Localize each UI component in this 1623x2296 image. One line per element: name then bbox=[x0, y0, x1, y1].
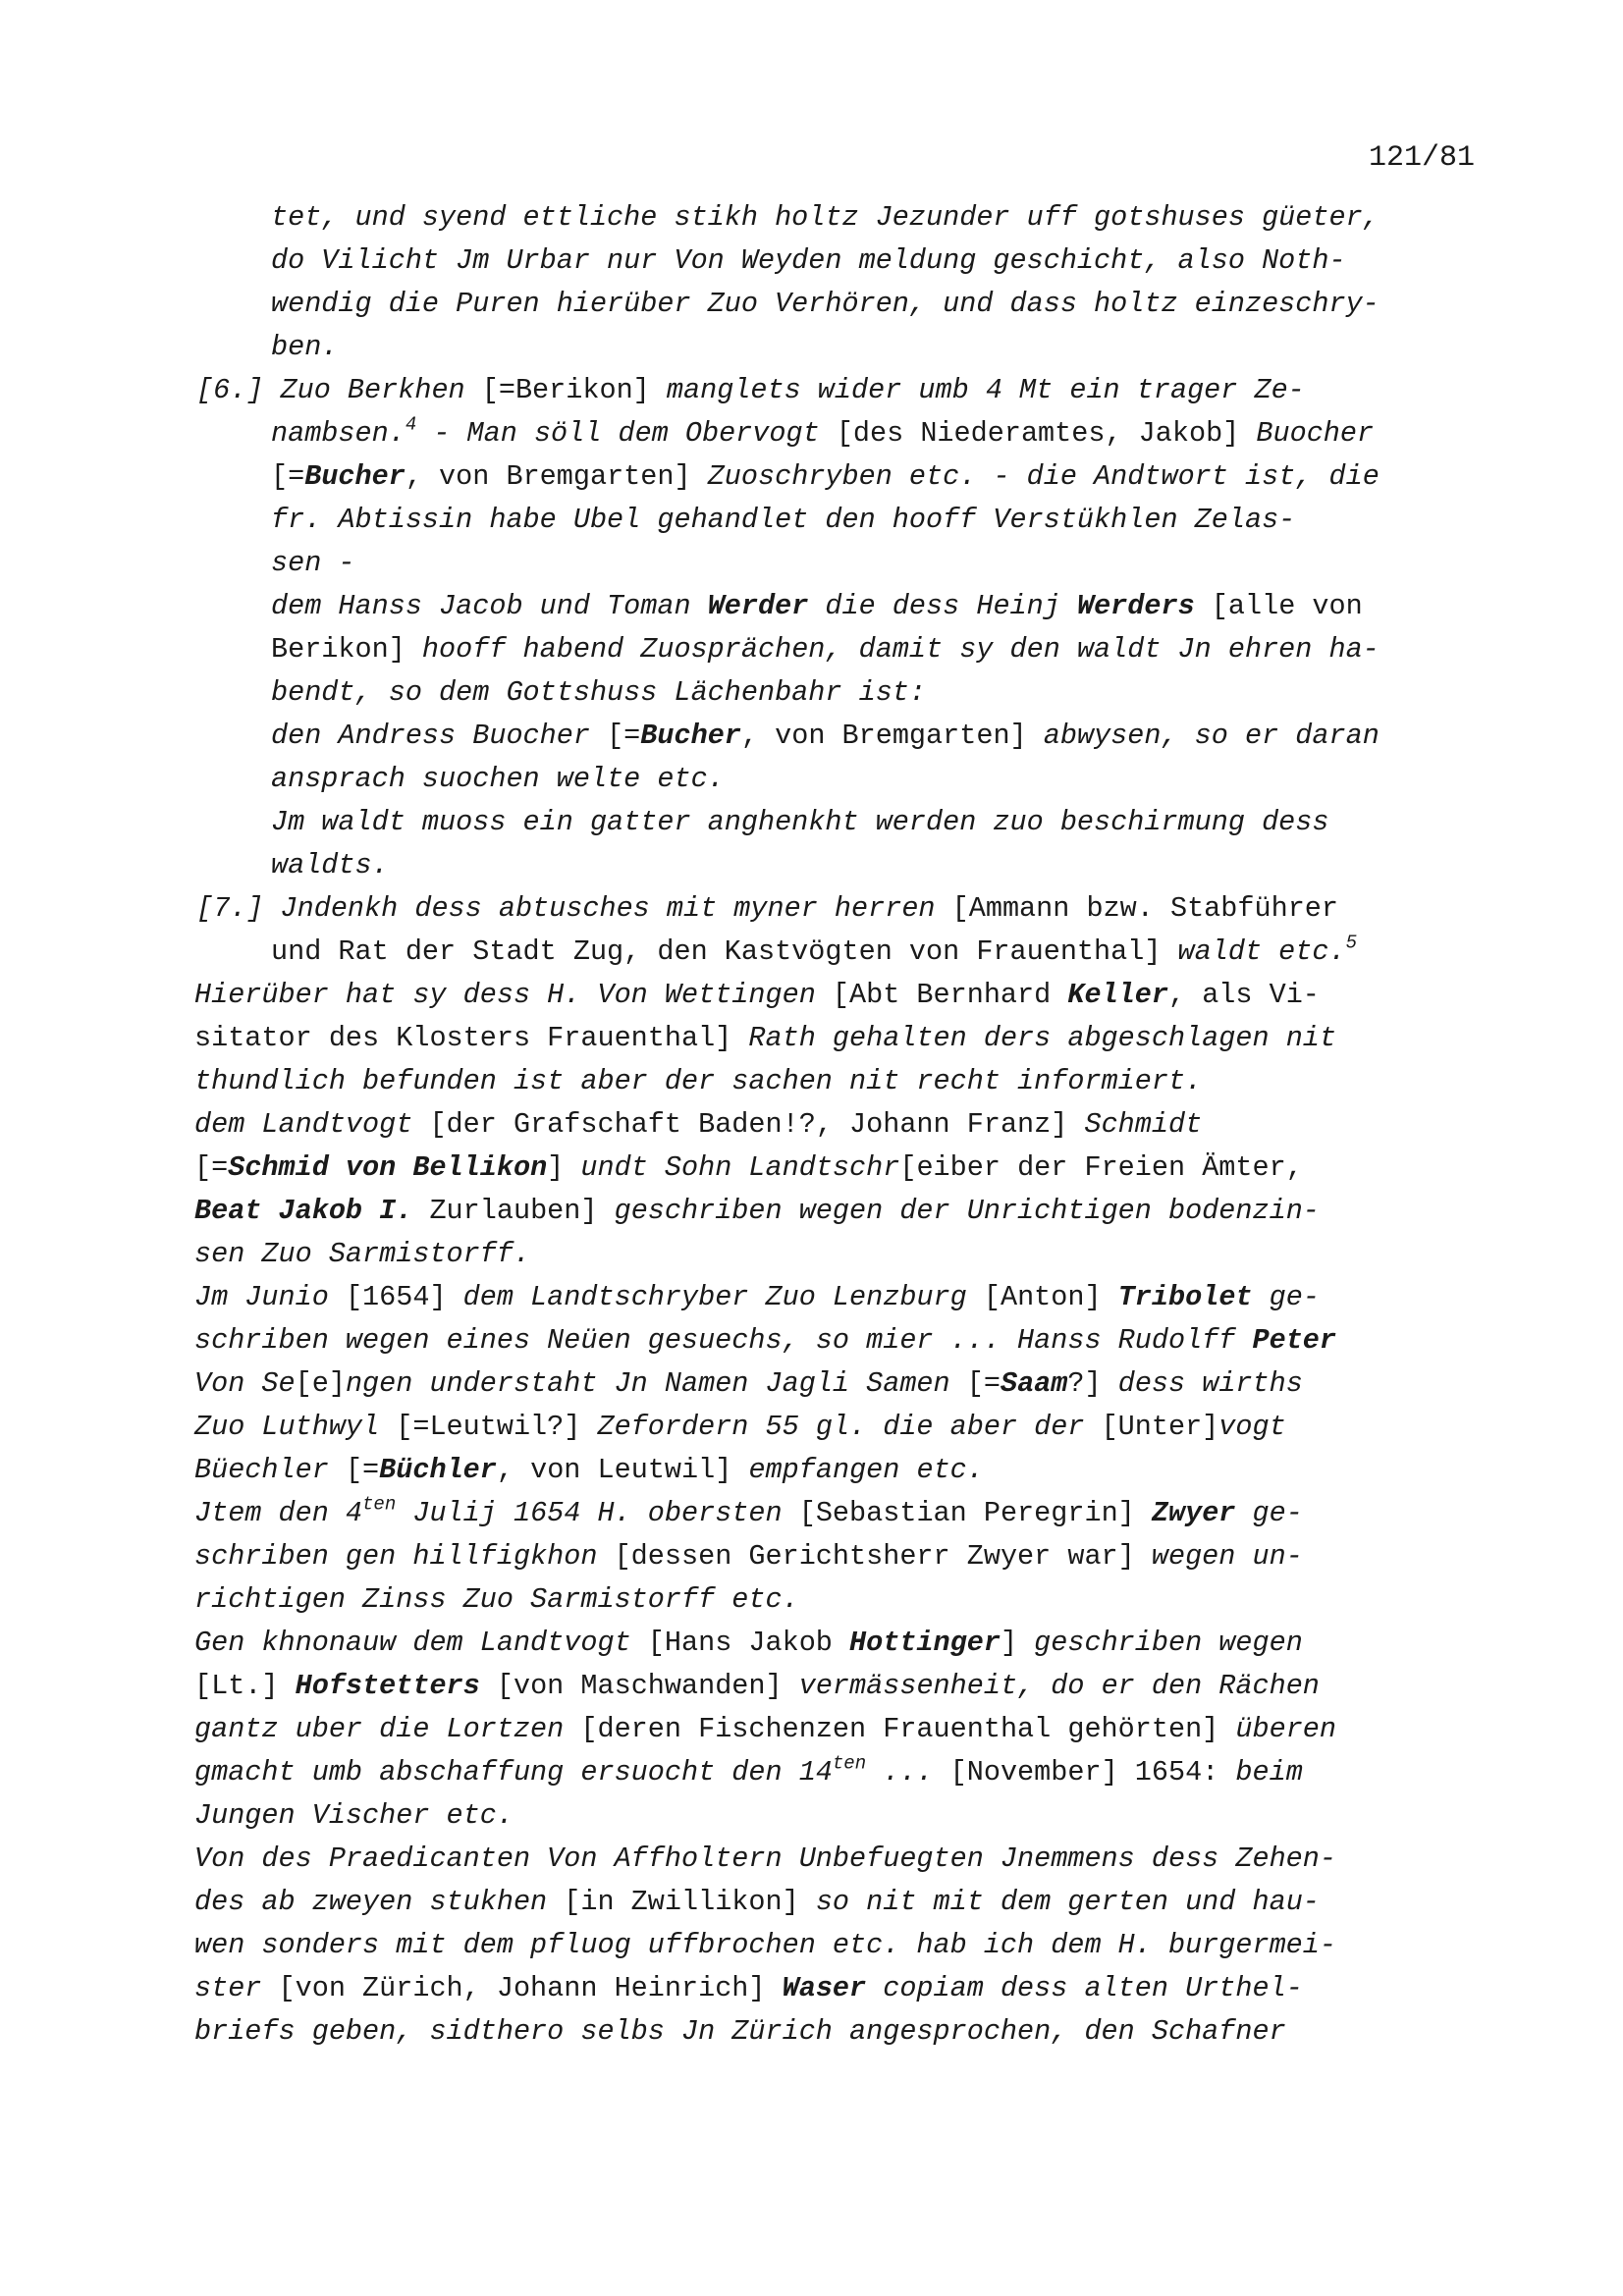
text-line bbox=[234, 931, 1500, 974]
text-segment: copiam dess alten Urthel- bbox=[866, 1972, 1303, 2004]
text-line bbox=[194, 1190, 1500, 1233]
text-line bbox=[194, 1319, 1500, 1362]
text-line bbox=[234, 844, 1500, 887]
text-segment: sen - bbox=[271, 547, 355, 579]
text-segment: Von Se bbox=[194, 1367, 296, 1400]
text-segment: Buocher bbox=[1239, 417, 1375, 450]
bold-name: Beat Jakob I. bbox=[194, 1195, 413, 1227]
bold-name: Schmid von Bellikon bbox=[228, 1151, 548, 1184]
editorial-note: Berikon] bbox=[271, 633, 406, 666]
text-line bbox=[194, 1535, 1500, 1578]
text-line bbox=[194, 1017, 1500, 1060]
text-segment: Jm Junio bbox=[194, 1281, 346, 1313]
text-segment: ngen understaht Jn Namen Jagli Samen bbox=[345, 1367, 967, 1400]
text-segment: thundlich befunden ist aber der sachen nit recht informiert. bbox=[194, 1065, 1203, 1097]
text-line bbox=[234, 499, 1500, 542]
text-segment: Von des Praedicanten Von Affholtern Unbefuegten Jnemmens dess Zehen- bbox=[194, 1842, 1336, 1875]
text-line bbox=[234, 585, 1500, 628]
text-segment: wendig die Puren hierüber Zuo Verhören, und dass holtz einzeschry- bbox=[271, 288, 1380, 320]
text-line bbox=[194, 1708, 1500, 1751]
text-line bbox=[194, 1233, 1500, 1276]
text-line bbox=[234, 758, 1500, 801]
text-segment: tet, und syend ettliche stikh holtz Jezunder uff gotshuses güeter, bbox=[271, 201, 1380, 234]
text-segment: hooff habend Zuosprächen, damit sy den waldt Jn ehren ha- bbox=[405, 633, 1380, 666]
text-line bbox=[194, 1406, 1500, 1449]
text-segment: sen Zuo Sarmistorff. bbox=[194, 1238, 531, 1270]
text-line bbox=[194, 2010, 1500, 2054]
text-segment: wegen un- bbox=[1134, 1540, 1303, 1573]
text-segment: nambsen. bbox=[271, 417, 406, 450]
editorial-note: [Lt.] bbox=[194, 1670, 279, 1702]
text-line bbox=[194, 1276, 1500, 1319]
text-segment: ben. bbox=[271, 331, 339, 363]
text-segment: beim bbox=[1218, 1756, 1303, 1789]
bold-name: Zwyer bbox=[1151, 1497, 1236, 1529]
text-line bbox=[234, 283, 1500, 326]
text-segment: schriben wegen eines Neüen gesuechs, so mier ... Hanss Rudolff bbox=[194, 1324, 1253, 1357]
text-segment: richtigen Zinss Zuo Sarmistorff etc. bbox=[194, 1583, 799, 1616]
editorial-note: [=Berikon] bbox=[481, 374, 650, 406]
text-segment bbox=[1135, 1497, 1152, 1529]
bold-name: Tribolet bbox=[1117, 1281, 1253, 1313]
text-line bbox=[234, 240, 1500, 283]
text-segment: Zefordern 55 gl. die aber der bbox=[580, 1411, 1102, 1443]
text-line bbox=[194, 1147, 1500, 1190]
text-segment: Julij 1654 H. obersten bbox=[396, 1497, 799, 1529]
text-segment: geschriben wegen der Unrichtigen bodenzin- bbox=[597, 1195, 1320, 1227]
editorial-note: [Sebastian Peregrin] bbox=[798, 1497, 1135, 1529]
text-segment: dem Hanss Jacob und Toman bbox=[271, 590, 708, 622]
text-segment: Jungen Vischer etc. bbox=[194, 1799, 514, 1832]
text-segment: so nit mit dem gerten und hau- bbox=[798, 1886, 1320, 1918]
footnote-marker: ten bbox=[832, 1752, 867, 1775]
text-segment: ansprach suochen welte etc. bbox=[271, 763, 725, 795]
text-segment: waldt etc. bbox=[1161, 935, 1346, 968]
text-segment: gmacht umb abschaffung ersuocht den 14 bbox=[194, 1756, 833, 1789]
text-segment: manglets wider umb 4 Mt ein trager Ze- bbox=[649, 374, 1305, 406]
bold-name: Büchler bbox=[379, 1454, 497, 1486]
bold-name: Werder bbox=[707, 590, 809, 622]
text-segment: wen sonders mit dem pfluog uffbrochen etc. hab ich dem H. burgermei- bbox=[194, 1929, 1336, 1961]
footnote-marker: 5 bbox=[1345, 932, 1357, 954]
page-number: 121/81 bbox=[1368, 141, 1475, 175]
text-segment: überen bbox=[1218, 1713, 1337, 1745]
text-line bbox=[194, 1060, 1500, 1103]
editorial-note: [von Maschwanden] bbox=[479, 1670, 783, 1702]
editorial-note: , als Vi- bbox=[1167, 979, 1320, 1011]
editorial-note: , von Bremgarten] bbox=[740, 720, 1027, 752]
text-segment: schriben gen hillfigkhon bbox=[194, 1540, 615, 1573]
text-segment: geschriben wegen bbox=[1017, 1627, 1303, 1659]
bold-name: Keller bbox=[1067, 979, 1168, 1011]
text-segment: Zuoschryben etc. - die Andtwort ist, die bbox=[690, 460, 1380, 493]
editorial-note: [des Niederamtes, Jakob] bbox=[836, 417, 1240, 450]
text-line bbox=[194, 1838, 1500, 1881]
text-segment: dem Landtvogt bbox=[194, 1108, 430, 1141]
text-line bbox=[194, 974, 1500, 1017]
text-segment bbox=[279, 1670, 296, 1702]
editorial-note: [= bbox=[966, 1367, 1001, 1400]
text-line bbox=[234, 412, 1500, 455]
bold-name: Hofstetters bbox=[295, 1670, 480, 1702]
editorial-note: [= bbox=[345, 1454, 380, 1486]
bold-name: Bucher bbox=[640, 720, 741, 752]
editorial-note: [Ammann bzw. Stabführer bbox=[951, 892, 1339, 925]
footnote-marker: 4 bbox=[405, 413, 417, 436]
text-segment: Schmidt bbox=[1067, 1108, 1203, 1141]
text-line bbox=[194, 1751, 1500, 1794]
editorial-note: [deren Fischenzen Frauenthal gehörten] bbox=[580, 1713, 1219, 1745]
text-segment: Jtem den 4 bbox=[194, 1497, 363, 1529]
text-line bbox=[234, 455, 1500, 499]
text-line bbox=[194, 1967, 1500, 2010]
text-line bbox=[194, 1924, 1500, 1967]
text-line bbox=[234, 715, 1500, 758]
editorial-note: [eiber der Freien Ämter, bbox=[899, 1151, 1303, 1184]
text-segment: [7.] Jndenkh dess abtusches mit myner herren bbox=[196, 892, 952, 925]
text-line bbox=[234, 196, 1500, 240]
text-segment: vogt bbox=[1218, 1411, 1286, 1443]
text-segment: do Vilicht Jm Urbar nur Von Weyden meldung geschicht, also Noth- bbox=[271, 244, 1346, 277]
text-line bbox=[234, 671, 1500, 715]
text-segment: ge- bbox=[1235, 1497, 1303, 1529]
text-segment: Gen khnonauw dem Landtvogt bbox=[194, 1627, 648, 1659]
text-line bbox=[194, 1492, 1500, 1535]
bold-name: Saam bbox=[1000, 1367, 1068, 1400]
text-line bbox=[194, 1362, 1500, 1406]
text-segment: ster bbox=[194, 1972, 279, 2004]
text-line bbox=[234, 542, 1500, 585]
text-line bbox=[234, 628, 1500, 671]
text-line bbox=[196, 887, 1500, 931]
bold-name: Hottinger bbox=[849, 1627, 1001, 1659]
footnote-marker: ten bbox=[362, 1493, 397, 1516]
text-segment: bendt, so dem Gottshuss Lächenbahr ist: bbox=[271, 676, 927, 709]
editorial-note: , von Leutwil] bbox=[496, 1454, 732, 1486]
text-segment: den Andress Buocher bbox=[271, 720, 608, 752]
text-line bbox=[234, 326, 1500, 369]
text-segment: Jm waldt muoss ein gatter anghenkht werden zuo beschirmung dess bbox=[271, 806, 1329, 838]
text-segment: waldts. bbox=[271, 849, 389, 881]
editorial-note: [der Grafschaft Baden!?, Johann Franz] bbox=[429, 1108, 1068, 1141]
editorial-note: Zurlauben] bbox=[412, 1195, 598, 1227]
text-line bbox=[194, 1103, 1500, 1147]
editorial-note: [= bbox=[194, 1151, 229, 1184]
editorial-note: und Rat der Stadt Zug, den Kastvögten von Frauenthal] bbox=[271, 935, 1162, 968]
text-segment: empfangen etc. bbox=[731, 1454, 984, 1486]
text-line bbox=[194, 1794, 1500, 1838]
editorial-note: [von Zürich, Johann Heinrich] bbox=[278, 1972, 766, 2004]
text-segment: Hierüber hat sy dess H. Von Wettingen bbox=[194, 979, 833, 1011]
text-line bbox=[194, 1449, 1500, 1492]
text-line bbox=[234, 801, 1500, 844]
editorial-note: [= bbox=[607, 720, 641, 752]
editorial-note: [Anton] bbox=[983, 1281, 1102, 1313]
editorial-note: , von Bremgarten] bbox=[405, 460, 691, 493]
editorial-note: [Unter] bbox=[1101, 1411, 1219, 1443]
editorial-note: [= bbox=[271, 460, 305, 493]
editorial-note: sitator des Klosters Frauenthal] bbox=[194, 1022, 732, 1054]
editorial-note: [e] bbox=[295, 1367, 346, 1400]
editorial-note: [November] 1654: bbox=[949, 1756, 1219, 1789]
editorial-note: [=Leutwil?] bbox=[396, 1411, 581, 1443]
text-segment: die dess Heinj bbox=[808, 590, 1077, 622]
bold-name: Bucher bbox=[304, 460, 406, 493]
text-segment: [6.] Zuo Berkhen bbox=[196, 374, 482, 406]
bold-name: Werders bbox=[1076, 590, 1195, 622]
text-segment: briefs geben, sidthero selbs Jn Zürich angesprochen, den Schafner bbox=[194, 2015, 1286, 2048]
text-line bbox=[194, 1578, 1500, 1622]
editorial-note: [Hans Jakob bbox=[647, 1627, 850, 1659]
text-line bbox=[196, 369, 1500, 412]
bold-name: Peter bbox=[1252, 1324, 1336, 1357]
editorial-note: ] bbox=[1000, 1627, 1018, 1659]
editorial-note: [in Zwillikon] bbox=[564, 1886, 799, 1918]
editorial-note: [alle von bbox=[1194, 590, 1363, 622]
text-segment: des ab zweyen stukhen bbox=[194, 1886, 565, 1918]
text-line bbox=[194, 1622, 1500, 1665]
text-segment: Rath gehalten ders abgeschlagen nit bbox=[731, 1022, 1336, 1054]
document-body bbox=[194, 196, 1500, 2054]
text-line bbox=[194, 1881, 1500, 1924]
text-segment: dem Landtschryber Zuo Lenzburg bbox=[446, 1281, 984, 1313]
text-segment: abwysen, so er daran bbox=[1026, 720, 1380, 752]
text-segment: undt Sohn Landtschr bbox=[564, 1151, 900, 1184]
text-segment: - Man söll dem Obervogt bbox=[416, 417, 837, 450]
editorial-note: [dessen Gerichtsherr Zwyer war] bbox=[614, 1540, 1135, 1573]
text-segment: dess wirths bbox=[1101, 1367, 1303, 1400]
text-segment: vermässenheit, do er den Rächen bbox=[782, 1670, 1320, 1702]
text-segment: ge- bbox=[1252, 1281, 1320, 1313]
text-line bbox=[194, 1665, 1500, 1708]
editorial-note: ] bbox=[547, 1151, 565, 1184]
bold-name: Waser bbox=[782, 1972, 867, 2004]
text-segment: fr. Abtissin habe Ubel gehandlet den hooff Verstükhlen Zelas- bbox=[271, 504, 1296, 536]
text-segment bbox=[1102, 1281, 1118, 1313]
text-segment: ... bbox=[866, 1756, 950, 1789]
text-segment: gantz uber die Lortzen bbox=[194, 1713, 581, 1745]
editorial-note: [1654] bbox=[345, 1281, 447, 1313]
editorial-note: [Abt Bernhard bbox=[832, 979, 1068, 1011]
text-segment bbox=[766, 1972, 783, 2004]
text-segment: Büechler bbox=[194, 1454, 346, 1486]
editorial-note: ?] bbox=[1067, 1367, 1102, 1400]
text-segment: Zuo Luthwyl bbox=[194, 1411, 397, 1443]
